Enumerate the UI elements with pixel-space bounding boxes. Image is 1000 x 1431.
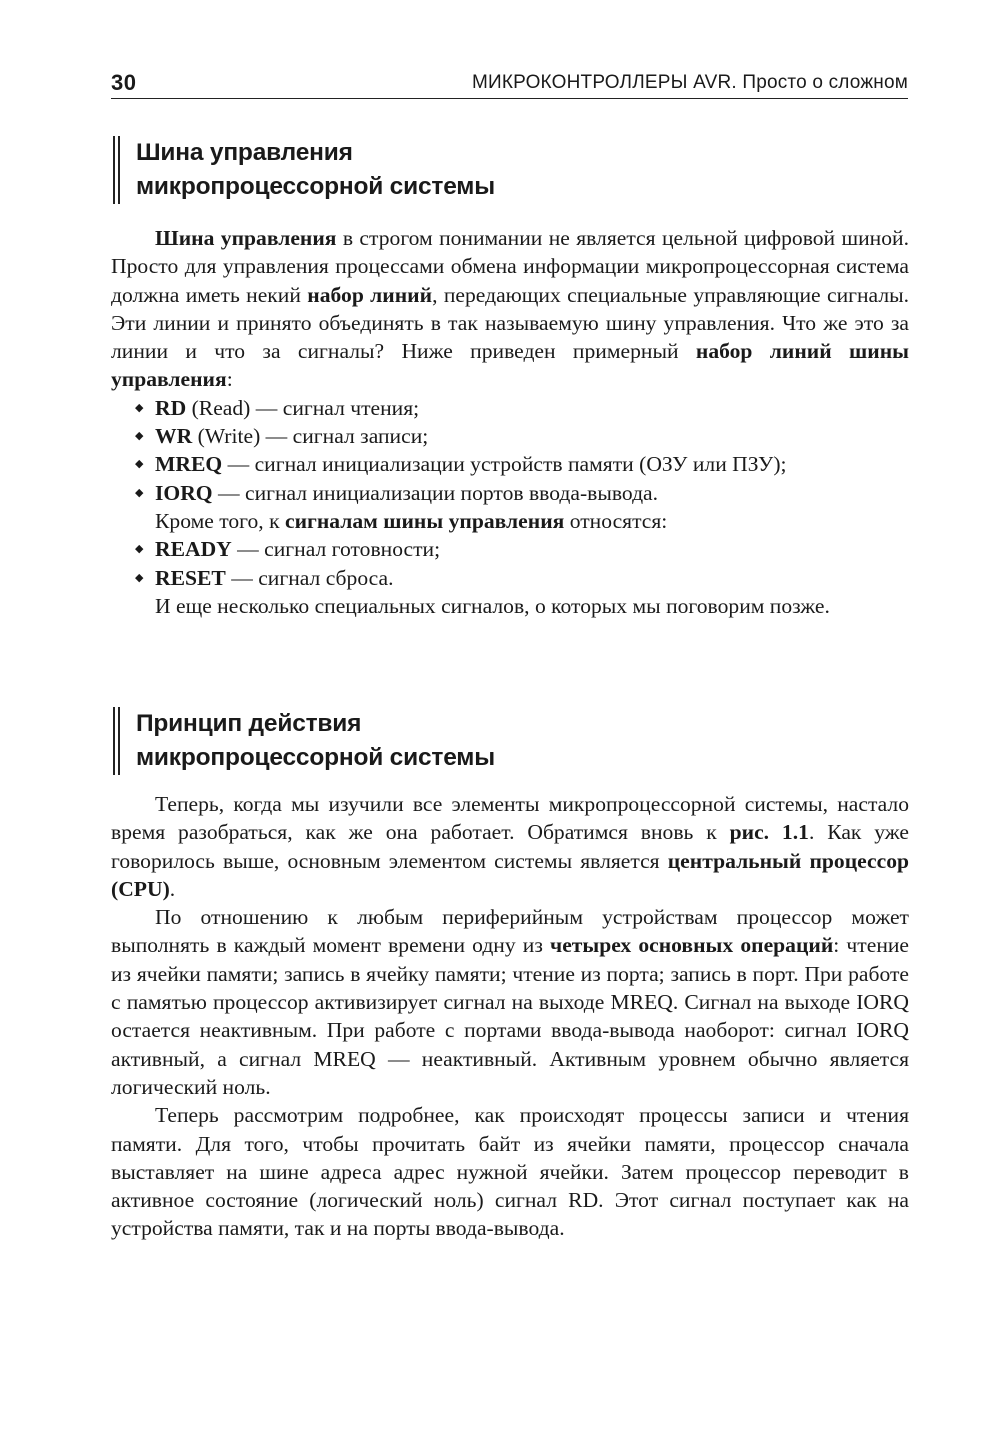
bullet-list bbox=[111, 394, 909, 507]
bold-term: сигналам шины управления bbox=[284, 508, 565, 533]
list-item bbox=[111, 394, 909, 422]
text-run: : чтение из ячейки памяти; запись в ячейку памяти; чтение из порта; запись в порт. При работе с памятью процессор активизирует сигнал на выходе MREQ. Сигнал на выходе IORQ остается неактивным. При работе с портами ввода-вывода наоборот: сигнал IORQ активный, а сигнал MREQ — неактивный. Активным уровнем обычно является логический ноль. bbox=[111, 933, 910, 1099]
signal-desc: (Read) — сигнал чтения; bbox=[186, 395, 420, 420]
list-item bbox=[111, 450, 909, 478]
signal-name: RESET bbox=[155, 565, 226, 590]
bold-term: набор линий bbox=[307, 282, 433, 307]
section-heading-line: микропроцессорной системы bbox=[136, 744, 495, 771]
signal-desc: — сигнал сброса. bbox=[225, 565, 394, 590]
bullet-list bbox=[111, 535, 909, 592]
bold-term: центральный процессор (CPU) bbox=[111, 848, 909, 901]
signal-desc: — сигнал готовности; bbox=[231, 537, 441, 562]
text-run: . bbox=[169, 876, 176, 901]
signal-name: READY bbox=[155, 537, 232, 562]
signal-name: RD bbox=[155, 395, 187, 420]
bold-term: четырех основных операций bbox=[550, 933, 834, 958]
bold-term: Шина управления bbox=[155, 226, 337, 250]
list-item bbox=[111, 535, 909, 563]
paragraph bbox=[111, 224, 909, 394]
page-number: 30 bbox=[111, 70, 137, 95]
signal-desc: (Write) — сигнал записи; bbox=[192, 424, 429, 449]
paragraph bbox=[111, 507, 909, 535]
paragraph bbox=[111, 790, 909, 903]
list-item bbox=[111, 422, 909, 450]
section-heading-line: Шина управления bbox=[136, 139, 353, 166]
running-header bbox=[111, 70, 908, 99]
section-heading-line: микропроцессорной системы bbox=[136, 173, 495, 200]
text-run: По отношению к любым периферийным устройствам процессор может выполнять в каждый момент времени одну из bbox=[111, 905, 909, 958]
text-run: , передающих специальные управляющие сигналы. Эти линии и принято объединять в так называемую шину управления. Что же это за линии и что за сигналы? Ниже приведен примерный bbox=[111, 282, 909, 364]
text-run: в строгом понимании не является цельной цифровой шиной. Просто для управления процессами обмена информации микропроцессорная система должна иметь некий bbox=[111, 226, 909, 307]
text-run: Кроме того, к bbox=[155, 508, 285, 533]
text-run: Теперь, когда мы изучили все элементы микропроцессорной системы, настало время разобраться, как же она работает. Обратимся вновь к bbox=[111, 792, 909, 845]
section-body-control-bus bbox=[111, 224, 909, 620]
section-body-principle bbox=[111, 790, 909, 1243]
running-title: МИКРОКОНТРОЛЛЕРЫ AVR. Просто о сложном bbox=[471, 72, 908, 93]
text-run: : bbox=[226, 367, 233, 392]
section-heading-control-bus bbox=[113, 136, 736, 204]
signal-desc: — сигнал инициализации устройств памяти (ОЗУ или ПЗУ); bbox=[222, 452, 787, 477]
paragraph: Теперь рассмотрим подробнее, как происходят процессы записи и чтения памяти. Для того, чтобы прочитать байт из ячейки памяти, процессор сначала выставляет на шине адреса адрес нужной ячейки. Затем процессор переводит в активное состояние (логический ноль) сигнал RD. Этот сигнал поступает как на устройства памяти, так и на порты ввода-вывода. bbox=[111, 1103, 909, 1241]
text-run: . Как уже говорилось выше, основным элементом системы является bbox=[111, 820, 910, 873]
bold-term: набор линий шины управления bbox=[111, 339, 909, 392]
list-item bbox=[111, 479, 909, 507]
signal-name: WR bbox=[155, 424, 193, 449]
paragraph: И еще несколько специальных сигналов, о которых мы поговорим позже. bbox=[155, 593, 830, 618]
signal-name: IORQ bbox=[155, 480, 213, 505]
section-heading-line: Принцип действия bbox=[136, 710, 362, 737]
bold-term: рис. 1.1 bbox=[729, 820, 809, 845]
paragraph bbox=[111, 903, 909, 1101]
signal-desc: — сигнал инициализации портов ввода-вывода. bbox=[212, 480, 659, 505]
text-run: относятся: bbox=[564, 508, 668, 533]
list-item bbox=[111, 564, 909, 592]
section-heading-principle bbox=[113, 707, 736, 775]
signal-name: MREQ bbox=[155, 452, 223, 477]
